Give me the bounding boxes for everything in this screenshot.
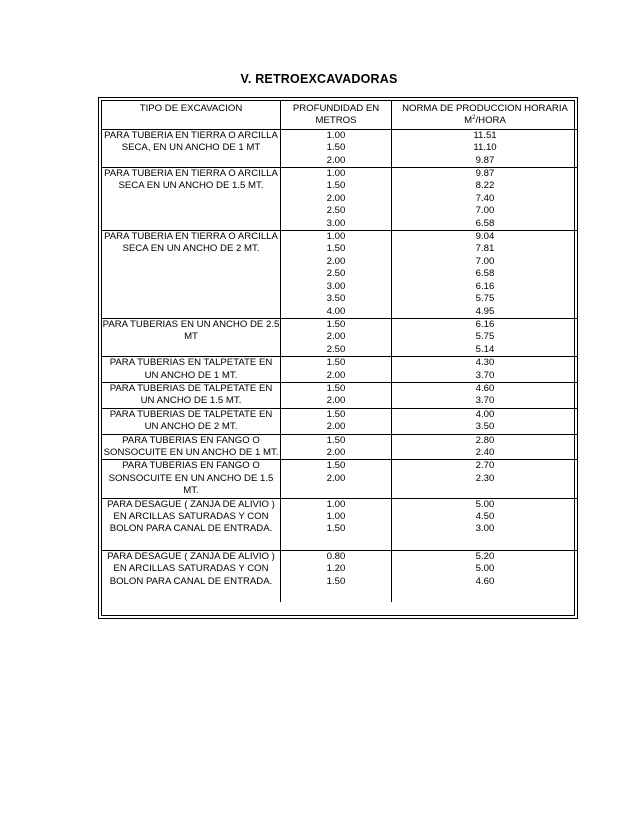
- profundidad-value: 3.00: [326, 217, 346, 229]
- table-row: [102, 408, 578, 434]
- cell-norma: [392, 550, 579, 602]
- table-row: [102, 168, 578, 231]
- norma-value: 3.50: [475, 421, 495, 433]
- profundidad-value: 2.00: [326, 192, 346, 204]
- cell-tipo: PARA TUBERIA EN TIERRA O ARCILLA SECA EN UN ANCHO DE 1.5 MT.: [102, 168, 281, 231]
- cell-profundidad: [281, 318, 392, 356]
- production-table: [102, 101, 578, 602]
- profundidad-value: 1.50: [326, 460, 346, 472]
- profundidad-value: 2.50: [326, 205, 346, 217]
- norma-value: 4.95: [475, 305, 495, 317]
- norma-value: 5.00: [475, 498, 495, 510]
- profundidad-value: 1.20: [326, 563, 346, 575]
- cell-norma: [392, 498, 579, 550]
- table-row: [102, 382, 578, 408]
- norma-value: 7.00: [475, 205, 495, 217]
- cell-profundidad: [281, 408, 392, 434]
- cell-norma: [392, 460, 579, 498]
- norma-value: 4.00: [475, 408, 495, 420]
- table-row: [102, 434, 578, 460]
- cell-tipo: PARA TUBERIAS DE TALPETATE EN UN ANCHO DE 1.5 MT.: [102, 382, 281, 408]
- table-header-row: [102, 101, 578, 129]
- table-row: [102, 318, 578, 356]
- header-norma: [392, 101, 579, 129]
- profundidad-value: 4.00: [326, 305, 346, 317]
- cell-tipo: PARA DESAGUE ( ZANJA DE ALIVIO ) EN ARCILLAS SATURADAS Y CON BOLON PARA CANAL DE ENTRADA.: [102, 550, 281, 602]
- norma-value: 8.22: [475, 180, 495, 192]
- profundidad-value: 2.00: [326, 255, 346, 267]
- profundidad-value: 1.50: [326, 318, 346, 330]
- norma-value: 4.60: [475, 382, 495, 394]
- profundidad-value: 1.50: [326, 142, 346, 154]
- cell-profundidad: [281, 434, 392, 460]
- cell-profundidad: [281, 382, 392, 408]
- profundidad-value: 2.00: [326, 421, 346, 433]
- profundidad-value: 1.50: [326, 523, 346, 535]
- cell-profundidad: [281, 460, 392, 498]
- cell-tipo: PARA TUBERIAS EN FANGO O SONSOCUITE EN UN ANCHO DE 1.5 MT.: [102, 460, 281, 498]
- profundidad-value: 1.00: [326, 231, 346, 243]
- profundidad-value: 2.00: [326, 446, 346, 458]
- cell-tipo: PARA TUBERIA EN TIERRA O ARCILLA SECA EN UN ANCHO DE 2 MT.: [102, 231, 281, 319]
- norma-value: 5.75: [475, 331, 495, 343]
- norma-value: 4.60: [475, 575, 495, 587]
- profundidad-value: 2.00: [326, 472, 346, 484]
- profundidad-value: 2.00: [326, 331, 346, 343]
- header-norma-text: NORMA DE PRODUCCION HORARIA M: [402, 103, 568, 127]
- cell-norma: [392, 357, 579, 383]
- cell-tipo: PARA TUBERIAS EN FANGO O SONSOCUITE EN UN ANCHO DE 1 MT.: [102, 434, 281, 460]
- norma-value: 9.04: [475, 231, 495, 243]
- cell-norma: [392, 129, 579, 167]
- header-norma-sup: 2: [472, 115, 476, 122]
- profundidad-value: 2.00: [326, 154, 346, 166]
- table-row: [102, 231, 578, 319]
- cell-tipo: PARA TUBERIAS EN UN ANCHO DE 2.5 MT: [102, 318, 281, 356]
- table-row: [102, 129, 578, 167]
- cell-tipo: PARA DESAGUE ( ZANJA DE ALIVIO ) EN ARCILLAS SATURADAS Y CON BOLON PARA CANAL DE ENTRADA.: [102, 498, 281, 550]
- profundidad-value: 1.50: [326, 243, 346, 255]
- profundidad-value: 2.00: [326, 369, 346, 381]
- cell-norma: [392, 168, 579, 231]
- norma-value: 11.10: [473, 142, 497, 154]
- norma-value: 4.50: [475, 511, 495, 522]
- header-tipo: TIPO DE EXCAVACION: [139, 103, 243, 114]
- cell-norma: [392, 318, 579, 356]
- profundidad-value: 0.80: [326, 550, 346, 562]
- page-title: V. RETROEXCAVADORAS: [240, 72, 398, 86]
- norma-value: 11.51: [473, 129, 497, 141]
- cell-profundidad: [281, 357, 392, 383]
- norma-value: 2.40: [475, 446, 495, 458]
- norma-value: 9.87: [475, 154, 495, 166]
- norma-value: 2.30: [475, 472, 495, 484]
- profundidad-value: 1.00: [326, 511, 346, 522]
- norma-value: 2.80: [475, 434, 495, 446]
- profundidad-value: 3.00: [326, 280, 346, 292]
- cell-norma: [392, 434, 579, 460]
- norma-value: 6.58: [475, 268, 495, 280]
- profundidad-value: 2.50: [326, 343, 346, 355]
- norma-value: 3.70: [475, 395, 495, 407]
- norma-value: 4.30: [475, 357, 495, 369]
- table-row: [102, 550, 578, 602]
- norma-value: 3.70: [475, 369, 495, 381]
- profundidad-value: 2.50: [326, 268, 346, 280]
- cell-norma: [392, 408, 579, 434]
- norma-value: 7.00: [475, 255, 495, 267]
- profundidad-value: 1.50: [326, 434, 346, 446]
- norma-value: 5.14: [475, 343, 495, 355]
- cell-profundidad: [281, 129, 392, 167]
- norma-value: 5.00: [475, 563, 495, 575]
- profundidad-value: 1.00: [326, 168, 346, 180]
- norma-value: 6.58: [475, 217, 495, 229]
- cell-profundidad: [281, 231, 392, 319]
- norma-value: 2.70: [475, 460, 495, 472]
- profundidad-value: 1.50: [326, 408, 346, 420]
- table-frame: [98, 97, 578, 619]
- cell-tipo: PARA TUBERIAS EN TALPETATE EN UN ANCHO DE 1 MT.: [102, 357, 281, 383]
- cell-tipo: PARA TUBERIA EN TIERRA O ARCILLA SECA, EN UN ANCHO DE 1 MT: [102, 129, 281, 167]
- cell-tipo: PARA TUBERIAS DE TALPETATE EN UN ANCHO DE 2 MT.: [102, 408, 281, 434]
- profundidad-value: 1.50: [326, 357, 346, 369]
- profundidad-value: 1.50: [326, 382, 346, 394]
- header-norma-unit: /HORA: [475, 115, 506, 127]
- norma-value: 7.40: [475, 192, 495, 204]
- table-row: [102, 357, 578, 383]
- profundidad-value: 2.00: [326, 395, 346, 407]
- profundidad-value: 1.50: [326, 575, 346, 587]
- table-row: [102, 498, 578, 550]
- profundidad-value: 1.50: [326, 180, 346, 192]
- cell-profundidad: [281, 498, 392, 550]
- norma-value: 5.75: [475, 293, 495, 305]
- cell-profundidad: [281, 550, 392, 602]
- cell-norma: [392, 382, 579, 408]
- table-row: [102, 460, 578, 498]
- norma-value: 7.81: [475, 243, 495, 255]
- table-inner-frame: [101, 100, 575, 616]
- cell-profundidad: [281, 168, 392, 231]
- profundidad-value: 1.00: [326, 129, 346, 141]
- header-profundidad: PROFUNDIDAD EN METROS: [281, 101, 392, 129]
- cell-norma: [392, 231, 579, 319]
- norma-value: 5.20: [475, 550, 495, 562]
- norma-value: 3.00: [475, 523, 495, 535]
- norma-value: 9.87: [475, 168, 495, 180]
- norma-value: 6.16: [475, 318, 495, 330]
- profundidad-value: 3.50: [326, 293, 346, 305]
- norma-value: 6.16: [475, 280, 495, 292]
- profundidad-value: 1.00: [326, 498, 346, 510]
